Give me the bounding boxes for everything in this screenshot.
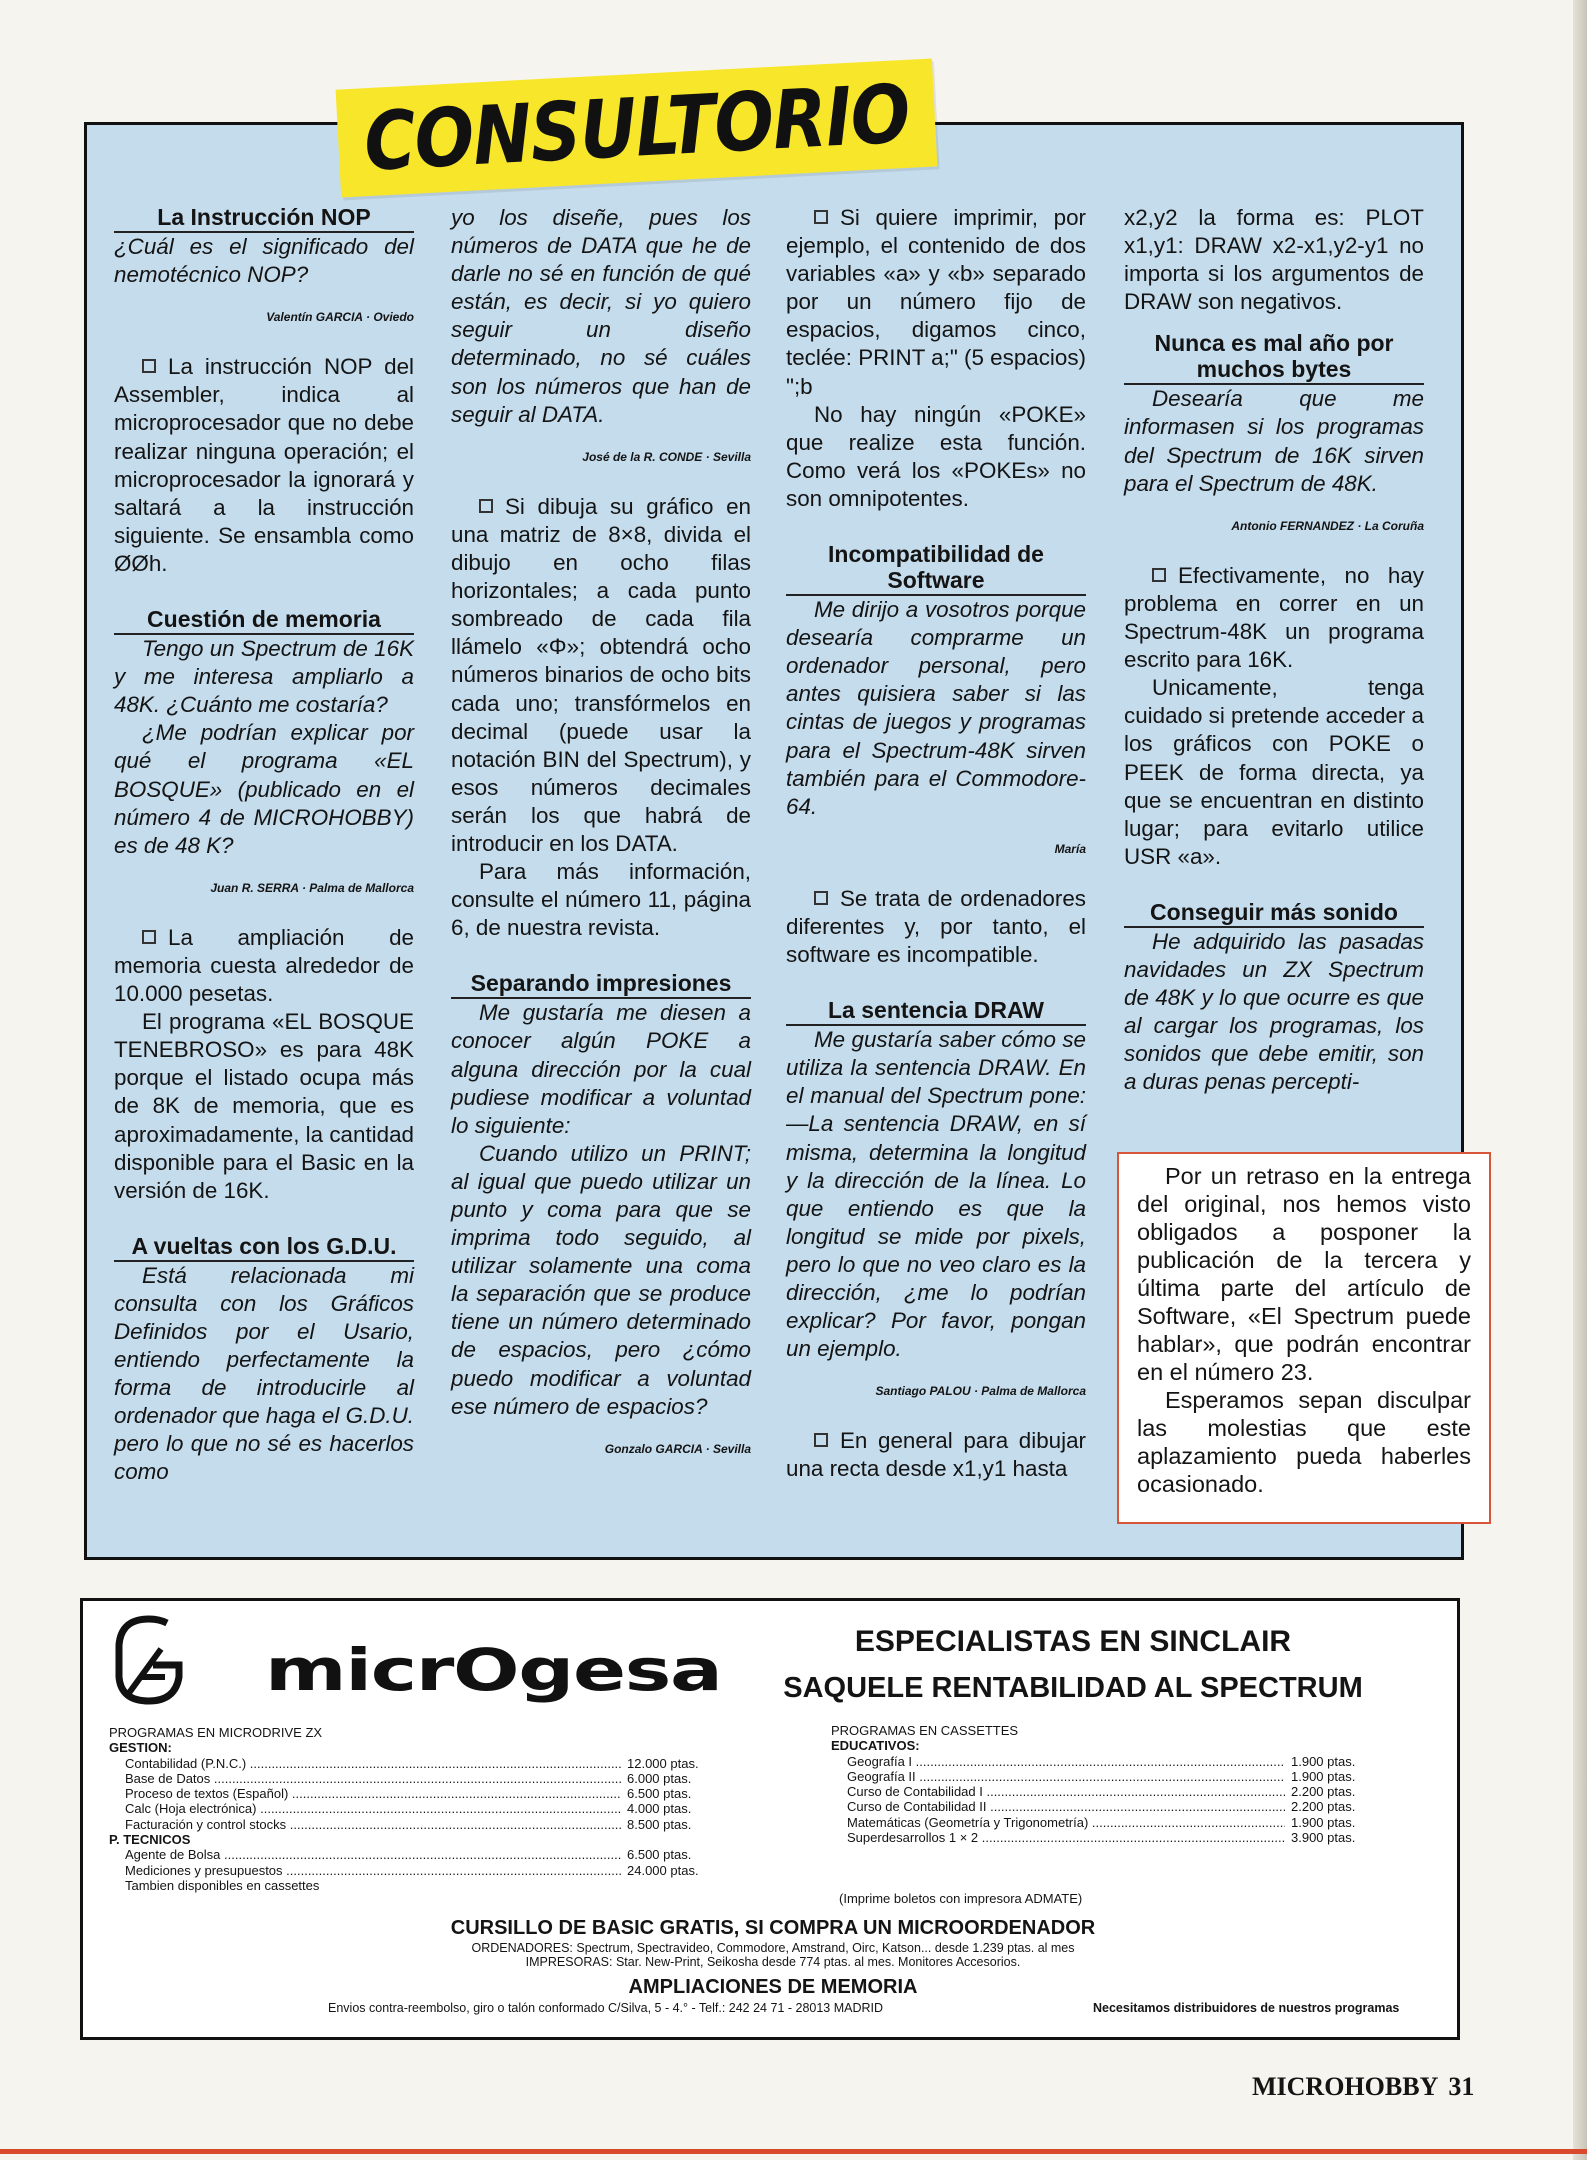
price-row [831, 1815, 1401, 1830]
product-price: 4.000 ptas. [627, 1801, 692, 1817]
price-row [109, 1817, 727, 1832]
notice-text: Por un retraso en la entrega del original, nos hemos visto obligados a posponer la publicación de la tercera y última parte del artículo de Software, «El Spectrum puede hablar», que podrán encontrar en el número 23. [1137, 1163, 1471, 1385]
product-price: 6.500 ptas. [627, 1786, 692, 1802]
product-price: 2.200 ptas. [1291, 1799, 1356, 1815]
price-row [109, 1771, 727, 1786]
question-text: ¿Me podrían explicar por qué el programa «EL BOSQUE» (publicado en el número 4 de MICROHOBBY) es de 48 K? [114, 720, 414, 858]
ad-slogan: ESPECIALISTAS EN SINCLAIR [854, 1625, 1292, 1658]
heading-gdu: A vueltas con los G.D.U. [114, 1233, 414, 1262]
list-note: Tambien disponibles en cassettes [125, 1877, 320, 1893]
answer-text: En general para dibujar una recta desde x1,y1 hasta [786, 1428, 1086, 1482]
product-price: 1.900 ptas. [1291, 1814, 1356, 1830]
microgesa-logo-icon [109, 1615, 189, 1705]
column-4 [1124, 204, 1424, 1096]
price-row [109, 1786, 727, 1801]
product-name: Agente de Bolsa ..... [109, 1847, 621, 1862]
answer-text: Si quiere imprimir, por ejemplo, el contenido de dos variables «a» y «b» separado por un número fijo de espacios, digamos cinco, teclée: PRINT a;" (5 espacios) ";b [786, 205, 1086, 399]
ad-slogan: SAQUELE RENTABILIDAD AL SPECTRUM [783, 1672, 1363, 1704]
print-note: (Imprime boletos con impresora ADMATE) [839, 1891, 1083, 1906]
product-name: Curso de Contabilidad I ..... [831, 1784, 1285, 1799]
course-offer: CURSILLO DE BASIC GRATIS, SI COMPRA UN MICROORDENADOR [450, 1917, 1096, 1939]
product-price: 1.900 ptas. [1291, 1753, 1356, 1769]
price-row [831, 1754, 1401, 1769]
heading-impresiones: Separando impresiones [451, 970, 751, 999]
cassette-price-list [831, 1723, 1401, 1845]
product-name: Proceso de textos (Español) ..... [109, 1786, 621, 1801]
section-title: CONSULTORIO [361, 66, 912, 190]
product-name: Base de Datos ..... [109, 1771, 621, 1786]
answer-box-icon [814, 210, 828, 224]
answer-box-icon [814, 1433, 828, 1447]
question-text: Cuando utilizo un PRINT; al igual que puedo utilizar un punto y coma para que se imprima todo seguido, al utilizar solamente una coma la separación que se produce tiene un número determinado de espacios, pero ¿cómo puedo modificar a voluntad ese número de espacios? [451, 1140, 751, 1419]
column-1 [114, 204, 414, 1487]
shipping-info: Envios contra-reembolso, giro o talón conformado C/Silva, 5 - 4.° - Telf.: 242 24 71 - 28013 MADRID [328, 2001, 884, 2015]
product-name: Facturación y control stocks ..... [109, 1817, 621, 1832]
price-row [109, 1801, 727, 1816]
question-text: yo los diseñe, pues los números de DATA que he de darle no sé en función de qué están, es decir, si yo quiero seguir un diseño determinado, no sé cuáles son los números que han de seguir al DATA. [451, 205, 751, 427]
price-row [831, 1830, 1401, 1845]
price-row [109, 1756, 727, 1771]
price-row [831, 1784, 1401, 1799]
list-group: GESTION: [109, 1740, 172, 1756]
page-number: 31 [1448, 2072, 1475, 2101]
question-text: Me dirijo a vosotros porque desearía comprarme un ordenador personal, pero antes quisiera saber si las cintas de juegos y programas para el Spectrum-48K sirven también para el Commodore-64. [786, 597, 1086, 819]
page-footer [1252, 2072, 1474, 2102]
answer-text: x2,y2 la forma es: PLOT x1,y1: DRAW x2-x1,y2-y1 no importa si los argumentos de DRAW son negativos. [1124, 205, 1424, 315]
memory-expansions: AMPLIACIONES DE MEMORIA [628, 1976, 918, 1998]
heading-bytes: Nunca es mal año por muchos bytes [1124, 330, 1424, 385]
signature: Gonzalo GARCIA · Sevilla [604, 1441, 751, 1456]
product-name: Geografía I ..... [831, 1754, 1285, 1769]
answer-box-icon [1152, 568, 1166, 582]
price-row [831, 1769, 1401, 1784]
heading-draw: La sentencia DRAW [786, 997, 1086, 1026]
product-price: 6.500 ptas. [627, 1847, 692, 1863]
product-price: 6.000 ptas. [627, 1770, 692, 1786]
answer-box-icon [479, 499, 493, 513]
notice-text: Esperamos sepan disculpar las molestias que este aplazamiento pueda haberles ocasionado. [1137, 1387, 1471, 1497]
price-row [831, 1799, 1401, 1814]
brand-wordmark: micrOgesa [265, 1636, 722, 1704]
product-name: Superdesarrollos 1 × 2 ..... [831, 1830, 1285, 1845]
list-group: EDUCATIVOS: [831, 1738, 920, 1754]
signature: José de la R. CONDE · Sevilla [582, 449, 751, 464]
question-text: Me gustaría me diesen a conocer algún POKE a alguna dirección por la cual pudiese modificar a voluntad lo siguiente: [451, 1000, 751, 1138]
list-title: PROGRAMAS EN MICRODRIVE ZX [109, 1725, 323, 1740]
heading-sonido: Conseguir más sonido [1124, 899, 1424, 928]
question-text: Desearía que me informasen si los programas del Spectrum de 16K sirven para el Spectrum de 48K. [1124, 386, 1424, 496]
answer-text: Si dibuja su gráfico en una matriz de 8×8, divida el dibujo en ocho filas horizontales; a cada punto sombreado de cada fila llámelo «Φ»; obtendrá ocho números binarios de ocho bits cada uno; transfórmelos en decimal (puede usar la notación BIN del Spectrum), y esos números decimales serán los que habrá de introducir en los DATA. [451, 493, 751, 856]
product-name: Geografía II ..... [831, 1769, 1285, 1784]
signature: Juan R. SERRA · Palma de Mallorca [210, 880, 414, 895]
question-text: Está relacionada mi consulta con los Gráficos Definidos por el Usario, entiendo perfectamente la forma de introducirle al ordenador que haga el G.D.U. pero lo que no sé es hacerlos como [114, 1262, 414, 1485]
signature: Santiago PALOU · Palma de Mallorca [875, 1384, 1086, 1399]
magazine-name: MICROHOBBY [1252, 2072, 1439, 2101]
answer-text: La instrucción NOP del Assembler, indica al microprocesador que no debe realizar ninguna operación; el microprocesador la ignorará y saltará a la instrucción siguiente. Se ensambla como ØØh. [114, 354, 414, 576]
answer-box-icon [142, 930, 156, 944]
answer-box-icon [814, 891, 828, 905]
notice-box [1117, 1152, 1491, 1524]
question-text: Me gustaría saber cómo se utiliza la sentencia DRAW. En el manual del Spectrum pone: —La sentencia DRAW, en sí misma, determina la longitud y la dirección de la línea. Lo que entiendo es que la longitud se mide por pixels, pero lo que no veo claro es la dirección, ¿me lo podrían explicar? Por favor, pongan un ejemplo. [786, 1027, 1086, 1362]
answer-box-icon [142, 359, 156, 373]
answer-text: No hay ningún «POKE» que realize esta función. Como verá los «POKEs» no son omnipotentes. [786, 401, 1086, 511]
microdrive-price-list [109, 1725, 727, 1893]
answer-text: El programa «EL BOSQUE TENEBROSO» es para 48K porque el listado ocupa más de 8K de memoria, que es aproximadamente, la cantidad disponible para el Basic en la versión de 16K. [114, 1009, 414, 1203]
signature: Valentín GARCIA · Oviedo [266, 310, 414, 325]
product-price: 3.900 ptas. [1291, 1830, 1356, 1846]
product-name: Contabilidad (P.N.C.) ..... [109, 1756, 621, 1771]
distributors-wanted: Necesitamos distribuidores de nuestros programas [1093, 2001, 1400, 2015]
signature: María [1054, 841, 1086, 856]
price-row [109, 1847, 727, 1862]
answer-text: Efectivamente, no hay problema en correr en un Spectrum-48K un programa escrito para 16K. [1124, 562, 1424, 673]
signature: Antonio FERNANDEZ · La Coruña [1231, 518, 1424, 533]
column-3 [786, 204, 1086, 1484]
microgesa-ad [80, 1598, 1460, 2040]
answer-text: Para más información, consulte el número 11, página 6, de nuestra revista. [451, 859, 751, 941]
list-title: PROGRAMAS EN CASSETTES [831, 1723, 1019, 1738]
product-price: 24.000 ptas. [627, 1862, 699, 1878]
page-edge [1573, 0, 1587, 2160]
computers-offer: ORDENADORES: Spectrum, Spectravideo, Commodore, Amstrand, Oirc, Katson... desde 1.239 ptas. al mes IMPRESORAS: Star. New-Print, Seikosha desde 774 ptas. al mes. Monitores Accesorios. [471, 1941, 1075, 1969]
product-name: Calc (Hoja electrónica) ..... [109, 1801, 621, 1816]
product-name: Matemáticas (Geometría y Trigonometría) ..... [831, 1815, 1285, 1830]
product-price: 1.900 ptas. [1291, 1768, 1356, 1784]
question-text: He adquirido las pasadas navidades un ZX Spectrum de 48K y lo que ocurre es que al cargar los programas, los sonidos que debe emitir, son a duras penas percepti- [1124, 928, 1424, 1095]
product-price: 12.000 ptas. [627, 1755, 699, 1771]
column-2 [451, 204, 751, 1485]
price-row [109, 1863, 727, 1878]
question-text: ¿Cuál es el significado del nemotécnico NOP? [114, 234, 414, 288]
answer-text: La ampliación de memoria cuesta alrededor de 10.000 pesetas. [114, 924, 414, 1007]
answer-text: Unicamente, tenga cuidado si pretende acceder a los gráficos con POKE o PEEK de forma directa, ya que se encuentran en distinto lugar; para evitarlo utilice USR «a». [1124, 675, 1424, 869]
product-name: Mediciones y presupuestos ..... [109, 1863, 621, 1878]
product-price: 8.500 ptas. [627, 1816, 692, 1832]
bottom-rule [0, 2149, 1587, 2154]
list-group: P. TECNICOS [109, 1832, 191, 1848]
heading-memoria: Cuestión de memoria [114, 606, 414, 635]
product-price: 2.200 ptas. [1291, 1784, 1356, 1800]
heading-incompatibilidad: Incompatibilidad de Software [786, 541, 1086, 596]
answer-text: Se trata de ordenadores diferentes y, por tanto, el software es incompatible. [786, 885, 1086, 968]
heading-nop: La Instrucción NOP [114, 204, 414, 233]
question-text: Tengo un Spectrum de 16K y me interesa ampliarlo a 48K. ¿Cuánto me costaría? [114, 636, 414, 718]
product-name: Curso de Contabilidad II ..... [831, 1799, 1285, 1814]
